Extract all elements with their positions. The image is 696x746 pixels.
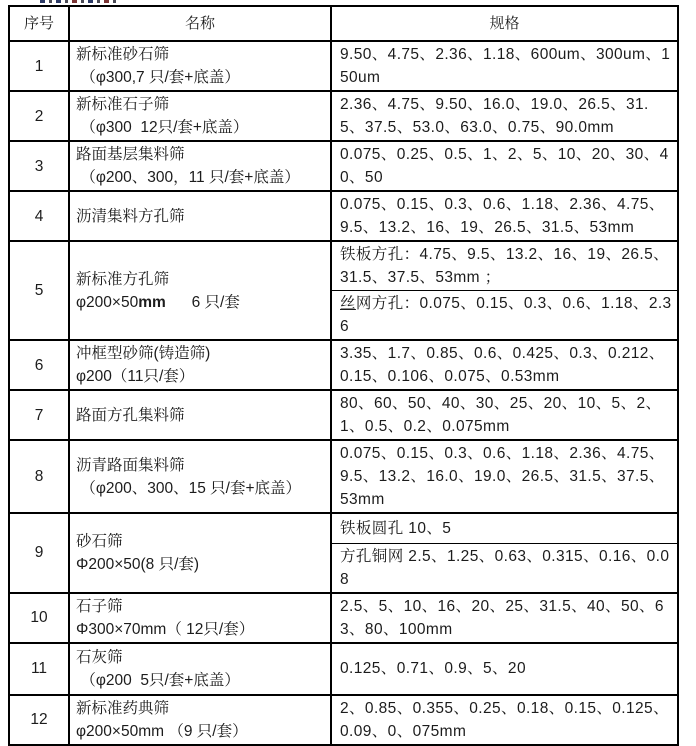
row-name <box>69 41 331 91</box>
row-name <box>69 390 331 440</box>
name-line1: 石子筛 <box>76 597 123 615</box>
name-line2: Φ300×70mm（ 12只/套） <box>76 620 255 638</box>
row-spec-sub2: 方孔铜网 2.5、1.25、0.63、0.315、0.16、0.08 <box>331 543 678 593</box>
name-line1: 路面方孔集料筛 <box>76 406 185 424</box>
name-line1: 冲框型砂筛(铸造筛) <box>76 345 211 362</box>
name-line1: 新标准砂石筛 <box>76 46 170 63</box>
row-no: 1 <box>9 41 69 91</box>
row-spec: 0.075、0.25、0.5、1、2、5、10、20、30、40、50 <box>331 141 678 191</box>
name-line2: （φ200 5只/套+底盖） <box>76 671 240 689</box>
row-spec: 0.125、0.71、0.9、5、20 <box>331 643 678 695</box>
row-name <box>69 340 331 390</box>
table-row <box>9 513 678 543</box>
row-name <box>69 643 331 695</box>
underlined-char: 丝 <box>340 295 356 312</box>
table-row <box>9 91 678 141</box>
row-name <box>69 440 331 513</box>
row-no: 5 <box>9 241 69 340</box>
table-row <box>9 241 678 291</box>
header-no: 序号 <box>9 6 69 41</box>
header-spec: 规格 <box>331 6 678 41</box>
name-line1: 石灰筛 <box>76 648 123 666</box>
row-spec-sub1: 铁板圆孔 10、5 <box>331 513 678 543</box>
name-line1: 砂石筛 <box>76 532 123 550</box>
row-name <box>69 241 331 340</box>
name-line1: 路面基层集料筛 <box>76 146 185 163</box>
row-name <box>69 141 331 191</box>
table-row <box>9 440 678 513</box>
table-row <box>9 191 678 241</box>
name-line1: 新标准方孔筛 <box>76 270 170 288</box>
row-spec-sub1: 铁板方孔：4.75、9.5、13.2、16、19、26.5、31.5、37.5、53mm ； <box>331 241 678 291</box>
name-line2: （φ300,7 只/套+底盖） <box>76 69 240 86</box>
table-row <box>9 390 678 440</box>
name-line2: Φ200×50(8 只/套) <box>76 555 200 573</box>
row-spec: 2、0.85、0.355、0.25、0.18、0.15、0.125、0.09、0、075mm <box>331 695 678 745</box>
name-line1: 新标准石子筛 <box>76 96 170 113</box>
row-spec: 0.075、0.15、0.3、0.6、1.18、2.36、4.75、9.5、13.2、16.0、19.0、26.5、31.5、37.5、53mm <box>331 440 678 513</box>
row-no: 10 <box>9 593 69 643</box>
row-name <box>69 191 331 241</box>
name-line1: 沥清集料方孔筛 <box>76 207 185 225</box>
row-no: 7 <box>9 390 69 440</box>
name-line2: （φ300 12只/套+底盖） <box>76 119 249 136</box>
header-name: 名称 <box>69 6 331 41</box>
name-line1: 新标准药典筛 <box>76 699 170 717</box>
row-no: 6 <box>9 340 69 390</box>
row-no: 4 <box>9 191 69 241</box>
row-spec: 2.36、4.75、9.50、16.0、19.0、26.5、31.5、37.5、53.0、63.0、0.75、90.0mm <box>331 91 678 141</box>
row-no: 11 <box>9 643 69 695</box>
name-line2: （φ200、300、15 只/套+底盖） <box>76 479 301 497</box>
row-name <box>69 695 331 745</box>
name-line2: φ200（11只/套） <box>76 368 195 385</box>
row-no: 3 <box>9 141 69 191</box>
sieve-spec-table <box>8 5 679 746</box>
row-no: 2 <box>9 91 69 141</box>
row-spec-sub2: 丝网方孔：0.075、0.15、0.3、0.6、1.18、2.36 <box>331 291 678 341</box>
row-no: 12 <box>9 695 69 745</box>
table-row <box>9 41 678 91</box>
row-spec: 2.5、5、10、16、20、25、31.5、40、50、63、80、100mm <box>331 593 678 643</box>
row-no: 9 <box>9 513 69 593</box>
row-no: 8 <box>9 440 69 513</box>
table-row <box>9 643 678 695</box>
table-header-row <box>9 6 678 41</box>
row-spec: 0.075、0.15、0.3、0.6、1.18、2.36、4.75、9.5、13.2、16、19、26.5、31.5、53mm <box>331 191 678 241</box>
name-line2: φ200×50mm 6 只/套 <box>76 293 240 311</box>
row-spec: 9.50、4.75、2.36、1.18、600um、300um、150um <box>331 41 678 91</box>
row-name <box>69 91 331 141</box>
row-name <box>69 593 331 643</box>
row-name <box>69 513 331 593</box>
name-line2: （φ200、300，11 只/套+底盖） <box>76 169 300 186</box>
name-line1: 沥青路面集料筛 <box>76 456 185 474</box>
clipped-text-fragment <box>40 0 160 4</box>
table-row <box>9 141 678 191</box>
bold-mm: mm <box>138 293 166 311</box>
name-line2: φ200×50mm （9 只/套） <box>76 722 248 740</box>
row-spec: 3.35、1.7、0.85、0.6、0.425、0.3、0.212、0.15、0.106、0.075、0.53mm <box>331 340 678 390</box>
row-spec: 80、60、50、40、30、25、20、10、5、2、1、0.5、0.2、0.075mm <box>331 390 678 440</box>
table-row <box>9 593 678 643</box>
table-row <box>9 340 678 390</box>
table-row <box>9 695 678 745</box>
